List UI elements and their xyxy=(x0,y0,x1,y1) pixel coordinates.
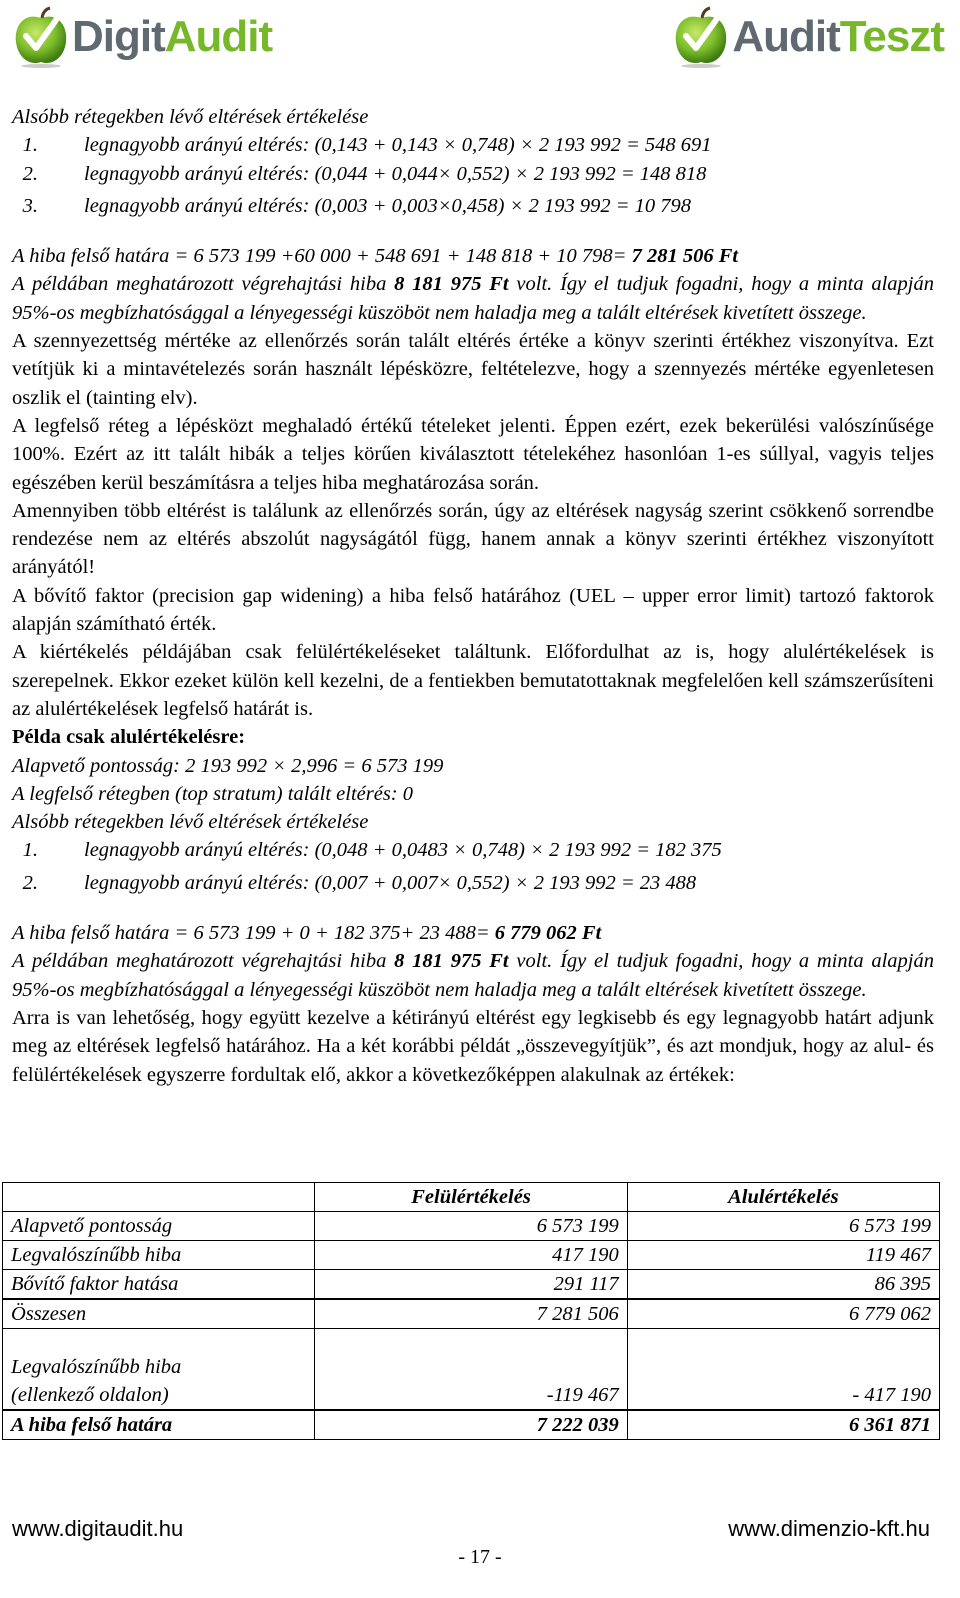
section-title: Alsóbb rétegekben lévő eltérések értékelése xyxy=(12,811,369,834)
auditteszt-logo-text: AuditTeszt xyxy=(732,12,944,61)
paragraph: A legfelső réteg a lépésközt meghaladó értékű tételeket jelenti. Éppen ezért, ezek bekerülési valószínűsége 100%. Ezért az itt talált hibák a teljes körűen kiválasztott tételekéhez hasonlóan 1-es súllyal, vagyis teljes egészében kerül beszámításra a teljes hiba meghatározása során. xyxy=(12,414,934,494)
table-row: Összesen 7 281 506 6 779 062 xyxy=(3,1299,940,1329)
example-line: A legfelső rétegben (top stratum) talált eltérés: 0 xyxy=(12,782,414,805)
page-number: - 17 - xyxy=(458,1546,502,1568)
table-header-row xyxy=(3,1183,940,1212)
list-item: 2. legnagyobb arányú eltérés: (0,007 + 0,007× 0,552) × 2 193 992 = 23 488 xyxy=(22,871,697,894)
table-total-row: A hiba felső határa 7 222 039 6 361 871 xyxy=(3,1410,940,1440)
list-item: 1. legnagyobb arányú eltérés: (0,143 + 0,143 × 0,748) × 2 193 992 = 548 691 xyxy=(22,134,712,157)
auditteszt-logo xyxy=(672,6,944,68)
list-item: 3. legnagyobb arányú eltérés: (0,003 + 0,003×0,458) × 2 193 992 = 10 798 xyxy=(22,194,692,217)
digitaudit-logo xyxy=(12,6,272,68)
table-header-under: Alulértékelés xyxy=(627,1183,939,1212)
list-item: 2. legnagyobb arányú eltérés: (0,044 + 0,044× 0,552) × 2 193 992 = 148 818 xyxy=(22,162,707,185)
page-header xyxy=(0,0,960,90)
summary-table xyxy=(2,1182,940,1440)
list-item: 1. legnagyobb arányú eltérés: (0,048 + 0,0483 × 0,748) × 2 193 992 = 182 375 xyxy=(22,839,722,862)
paragraph: Arra is van lehetőség, hogy együtt kezelve a kétirányú eltérést egy legkisebb és egy legnagyobb határt adjunk meg az eltérések legfelső határához. Ha a két korábbi példát „összevegyítjük”, és azt mondjuk, hogy az alul- és felülértékelések egyszerre fordultak elő, akkor a következőképpen alakulnak az értékek: xyxy=(12,1006,934,1086)
document-body xyxy=(12,103,934,1089)
example-heading: Példa csak alulértékelésre: xyxy=(12,726,246,749)
table-row: Bővítő faktor hatása 291 117 86 395 xyxy=(3,1270,940,1300)
apple-check-icon xyxy=(12,6,70,68)
deviation-list xyxy=(12,131,934,220)
paragraph: A bővítő faktor (precision gap widening) a hiba felső határához (UEL – upper error limit) tartozó faktorok alapján számítható érték. xyxy=(12,584,934,636)
conclusion-paragraph: A példában meghatározott végrehajtási hiba 8 181 975 Ft volt. Így el tudjuk fogadni, hogy a minta alapján 95%-os megbízhatósággal a lényegességi küszöböt nem haladja meg a talált eltérések kivetített összege. xyxy=(12,950,935,1001)
footer-link-dimenzio[interactable]: www.dimenzio-kft.hu xyxy=(728,1516,930,1541)
table-header-empty xyxy=(3,1183,315,1212)
paragraph: A szennyezettség mértéke az ellenőrzés során talált eltérés értéke a könyv szerinti értékhez viszonyítva. Ezt vetítjük ki a mintavételezés során használt lépésközre, feltételezve, hogy a szennyezés mértéke egyenletesen oszlik el (tainting elv). xyxy=(12,330,934,409)
paragraph: Amennyiben több eltérést is találunk az ellenőrzés során, úgy az eltérések nagyság szerint csökkenő sorrendbe rendezése nem az eltérés abszolút nagyságától függ, hanem annak a könyv szerinti értékhez viszonyított arányától! xyxy=(12,499,934,579)
example-line: Alapvető pontosság: 2 193 992 × 2,996 = 6 573 199 xyxy=(12,754,444,777)
conclusion-paragraph: A példában meghatározott végrehajtási hiba 8 181 975 Ft volt. Így el tudjuk fogadni, hogy a minta alapján 95%-os megbízhatósággal a lényegességi küszöböt nem haladja meg a talált eltérések kivetített összege. xyxy=(12,273,935,324)
footer-link-digitaudit[interactable]: www.digitaudit.hu xyxy=(12,1516,184,1541)
section-title: Alsóbb rétegekben lévő eltérések értékelése xyxy=(12,106,369,128)
table-row: Alapvető pontosság 6 573 199 6 573 199 xyxy=(3,1212,940,1241)
deviation-list xyxy=(12,836,934,897)
table-row: Legvalószínűbb hiba 417 190 119 467 xyxy=(3,1241,940,1270)
digitaudit-logo-text: DigitAudit xyxy=(72,12,273,61)
table-row: Legvalószínűbb hiba (ellenkező oldalon) -119 467 - 417 190 xyxy=(3,1329,940,1411)
paragraph: A kiértékelés példájában csak felülértékeléseket találtunk. Előfordulhat az is, hogy alulértékelések is szerepelnek. Ekkor ezeket külön kell kezelni, de a fentiekben bemutatottaknak megfelelően kell számszerűsíteni az alulértékelések legfelső határát is. xyxy=(12,641,934,720)
table-header-over: Felülértékelés xyxy=(315,1183,627,1212)
upper-error-limit: A hiba felső határa = 6 573 199 + 0 + 182 375+ 23 488= 6 779 062 Ft xyxy=(12,922,602,945)
apple-check-icon xyxy=(672,6,730,68)
upper-error-limit: A hiba felső határa = 6 573 199 +60 000 + 548 691 + 148 818 + 10 798= 7 281 506 Ft xyxy=(12,245,739,268)
